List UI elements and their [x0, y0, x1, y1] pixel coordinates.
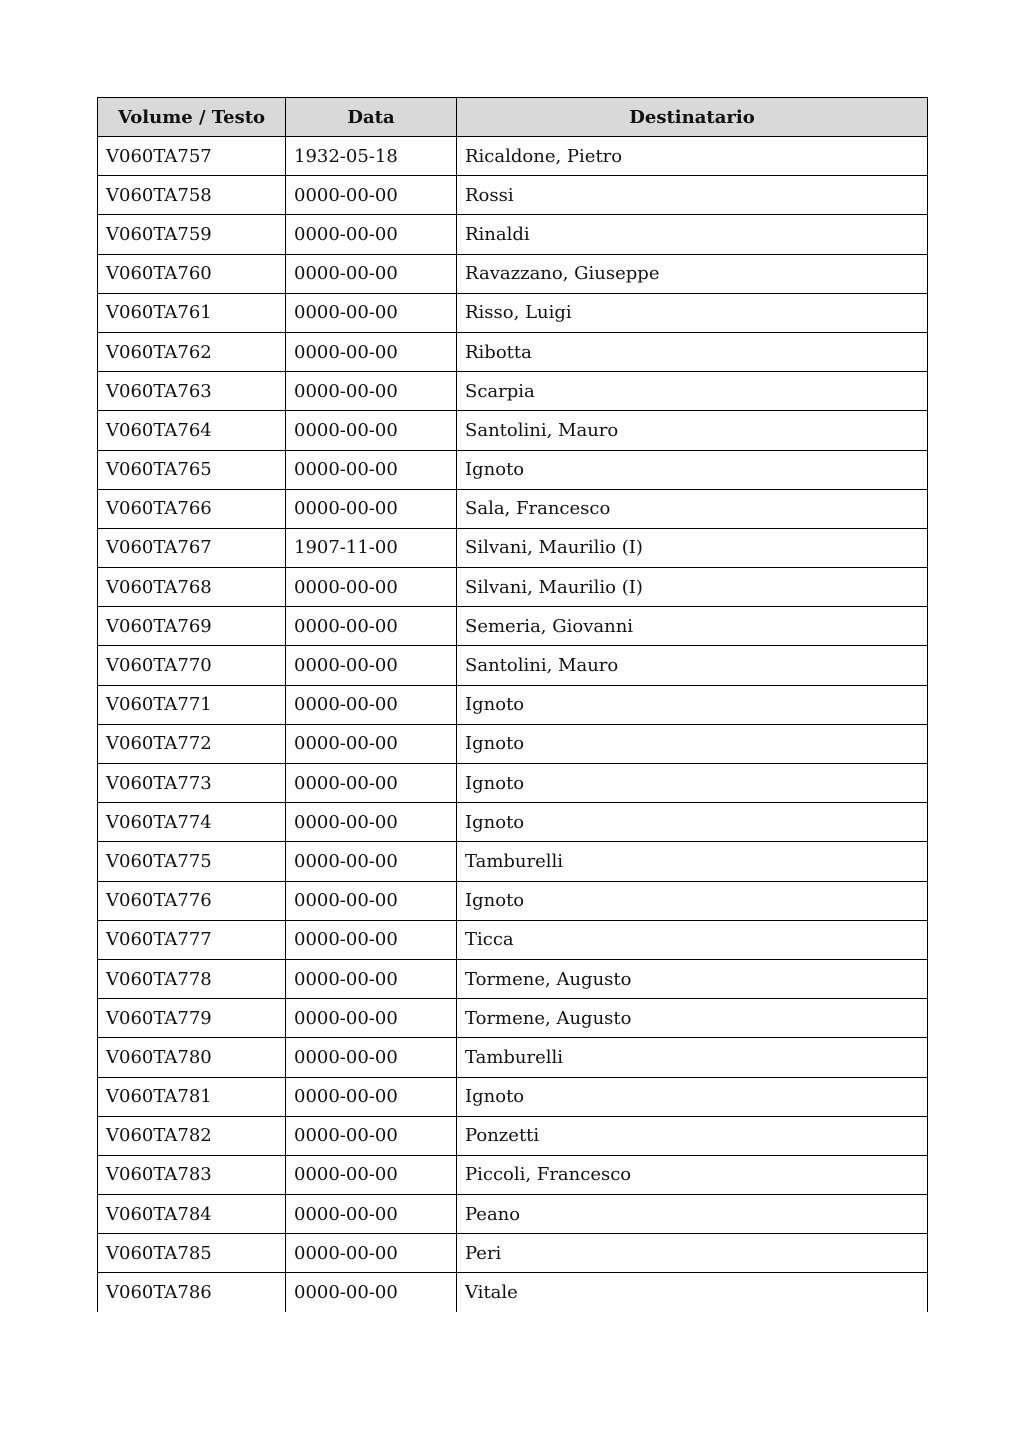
cell-volume-testo: V060TA781 — [98, 1077, 286, 1116]
cell-data: 0000-00-00 — [286, 920, 457, 959]
cell-destinatario: Peano — [457, 1195, 928, 1234]
cell-volume-testo: V060TA757 — [98, 137, 286, 176]
cell-volume-testo: V060TA769 — [98, 607, 286, 646]
cell-destinatario: Peri — [457, 1234, 928, 1273]
table-row — [98, 1077, 928, 1116]
table-row — [98, 1116, 928, 1155]
table-row — [98, 1273, 928, 1312]
cell-destinatario: Vitale — [457, 1273, 928, 1312]
cell-data: 0000-00-00 — [286, 959, 457, 998]
cell-volume-testo: V060TA773 — [98, 764, 286, 803]
table-row — [98, 372, 928, 411]
cell-data: 0000-00-00 — [286, 411, 457, 450]
cell-data: 1932-05-18 — [286, 137, 457, 176]
table-row — [98, 568, 928, 607]
cell-volume-testo: V060TA780 — [98, 1038, 286, 1077]
table-row — [98, 685, 928, 724]
cell-data: 0000-00-00 — [286, 215, 457, 254]
cell-data: 0000-00-00 — [286, 1155, 457, 1194]
cell-data: 0000-00-00 — [286, 685, 457, 724]
cell-data: 0000-00-00 — [286, 999, 457, 1038]
table-row — [98, 332, 928, 371]
table-row — [98, 842, 928, 881]
cell-volume-testo: V060TA777 — [98, 920, 286, 959]
cell-volume-testo: V060TA763 — [98, 372, 286, 411]
table-row — [98, 881, 928, 920]
cell-volume-testo: V060TA767 — [98, 528, 286, 567]
cell-destinatario: Silvani, Maurilio (I) — [457, 528, 928, 567]
cell-data: 0000-00-00 — [286, 646, 457, 685]
table-row — [98, 411, 928, 450]
cell-volume-testo: V060TA771 — [98, 685, 286, 724]
table-row — [98, 1195, 928, 1234]
cell-data: 0000-00-00 — [286, 176, 457, 215]
table-row — [98, 646, 928, 685]
cell-volume-testo: V060TA785 — [98, 1234, 286, 1273]
table-header-row — [98, 98, 928, 137]
cell-data: 0000-00-00 — [286, 1195, 457, 1234]
cell-destinatario: Ticca — [457, 920, 928, 959]
table-row — [98, 293, 928, 332]
cell-volume-testo: V060TA766 — [98, 489, 286, 528]
cell-data: 0000-00-00 — [286, 293, 457, 332]
cell-destinatario: Tormene, Augusto — [457, 999, 928, 1038]
cell-destinatario: Ricaldone, Pietro — [457, 137, 928, 176]
table-row — [98, 1155, 928, 1194]
cell-volume-testo: V060TA782 — [98, 1116, 286, 1155]
cell-volume-testo: V060TA759 — [98, 215, 286, 254]
cell-destinatario: Risso, Luigi — [457, 293, 928, 332]
cell-destinatario: Tormene, Augusto — [457, 959, 928, 998]
table-row — [98, 724, 928, 763]
table-row — [98, 803, 928, 842]
cell-destinatario: Ignoto — [457, 724, 928, 763]
table-row — [98, 999, 928, 1038]
header-destinatario: Destinatario — [457, 98, 928, 137]
cell-data: 0000-00-00 — [286, 254, 457, 293]
cell-destinatario: Ignoto — [457, 1077, 928, 1116]
cell-destinatario: Piccoli, Francesco — [457, 1155, 928, 1194]
cell-volume-testo: V060TA768 — [98, 568, 286, 607]
cell-destinatario: Santolini, Mauro — [457, 646, 928, 685]
cell-volume-testo: V060TA764 — [98, 411, 286, 450]
cell-destinatario: Ribotta — [457, 332, 928, 371]
cell-volume-testo: V060TA758 — [98, 176, 286, 215]
cell-volume-testo: V060TA762 — [98, 332, 286, 371]
cell-data: 0000-00-00 — [286, 1234, 457, 1273]
cell-data: 0000-00-00 — [286, 1077, 457, 1116]
cell-destinatario: Semeria, Giovanni — [457, 607, 928, 646]
cell-data: 0000-00-00 — [286, 568, 457, 607]
cell-destinatario: Ignoto — [457, 685, 928, 724]
cell-destinatario: Rossi — [457, 176, 928, 215]
table-row — [98, 254, 928, 293]
cell-data: 0000-00-00 — [286, 607, 457, 646]
cell-destinatario: Ponzetti — [457, 1116, 928, 1155]
table-row — [98, 137, 928, 176]
cell-volume-testo: V060TA784 — [98, 1195, 286, 1234]
table-row — [98, 607, 928, 646]
cell-destinatario: Sala, Francesco — [457, 489, 928, 528]
cell-data: 0000-00-00 — [286, 450, 457, 489]
cell-data: 0000-00-00 — [286, 372, 457, 411]
header-data: Data — [286, 98, 457, 137]
cell-volume-testo: V060TA775 — [98, 842, 286, 881]
table-row — [98, 920, 928, 959]
cell-destinatario: Tamburelli — [457, 1038, 928, 1077]
cell-volume-testo: V060TA760 — [98, 254, 286, 293]
cell-destinatario: Ignoto — [457, 803, 928, 842]
cell-data: 0000-00-00 — [286, 881, 457, 920]
cell-volume-testo: V060TA783 — [98, 1155, 286, 1194]
cell-destinatario: Scarpia — [457, 372, 928, 411]
cell-data: 0000-00-00 — [286, 724, 457, 763]
header-volume-testo: Volume / Testo — [98, 98, 286, 137]
cell-data: 0000-00-00 — [286, 489, 457, 528]
cell-data: 0000-00-00 — [286, 764, 457, 803]
table-row — [98, 528, 928, 567]
cell-data: 0000-00-00 — [286, 1273, 457, 1312]
table-row — [98, 215, 928, 254]
cell-volume-testo: V060TA779 — [98, 999, 286, 1038]
table-row — [98, 1234, 928, 1273]
cell-volume-testo: V060TA778 — [98, 959, 286, 998]
cell-data: 1907-11-00 — [286, 528, 457, 567]
cell-destinatario: Santolini, Mauro — [457, 411, 928, 450]
cell-volume-testo: V060TA761 — [98, 293, 286, 332]
cell-volume-testo: V060TA774 — [98, 803, 286, 842]
letters-table — [97, 97, 928, 1312]
cell-destinatario: Rinaldi — [457, 215, 928, 254]
cell-data: 0000-00-00 — [286, 842, 457, 881]
table-row — [98, 450, 928, 489]
cell-data: 0000-00-00 — [286, 1116, 457, 1155]
table-row — [98, 764, 928, 803]
cell-destinatario: Ravazzano, Giuseppe — [457, 254, 928, 293]
cell-destinatario: Ignoto — [457, 450, 928, 489]
document-page — [97, 97, 927, 1312]
cell-volume-testo: V060TA776 — [98, 881, 286, 920]
table-row — [98, 1038, 928, 1077]
cell-destinatario: Tamburelli — [457, 842, 928, 881]
cell-data: 0000-00-00 — [286, 1038, 457, 1077]
cell-destinatario: Silvani, Maurilio (I) — [457, 568, 928, 607]
table-row — [98, 176, 928, 215]
table-row — [98, 489, 928, 528]
cell-destinatario: Ignoto — [457, 881, 928, 920]
cell-volume-testo: V060TA770 — [98, 646, 286, 685]
cell-data: 0000-00-00 — [286, 332, 457, 371]
table-body — [98, 137, 928, 1313]
cell-data: 0000-00-00 — [286, 803, 457, 842]
cell-volume-testo: V060TA786 — [98, 1273, 286, 1312]
cell-volume-testo: V060TA772 — [98, 724, 286, 763]
cell-destinatario: Ignoto — [457, 764, 928, 803]
table-row — [98, 959, 928, 998]
cell-volume-testo: V060TA765 — [98, 450, 286, 489]
